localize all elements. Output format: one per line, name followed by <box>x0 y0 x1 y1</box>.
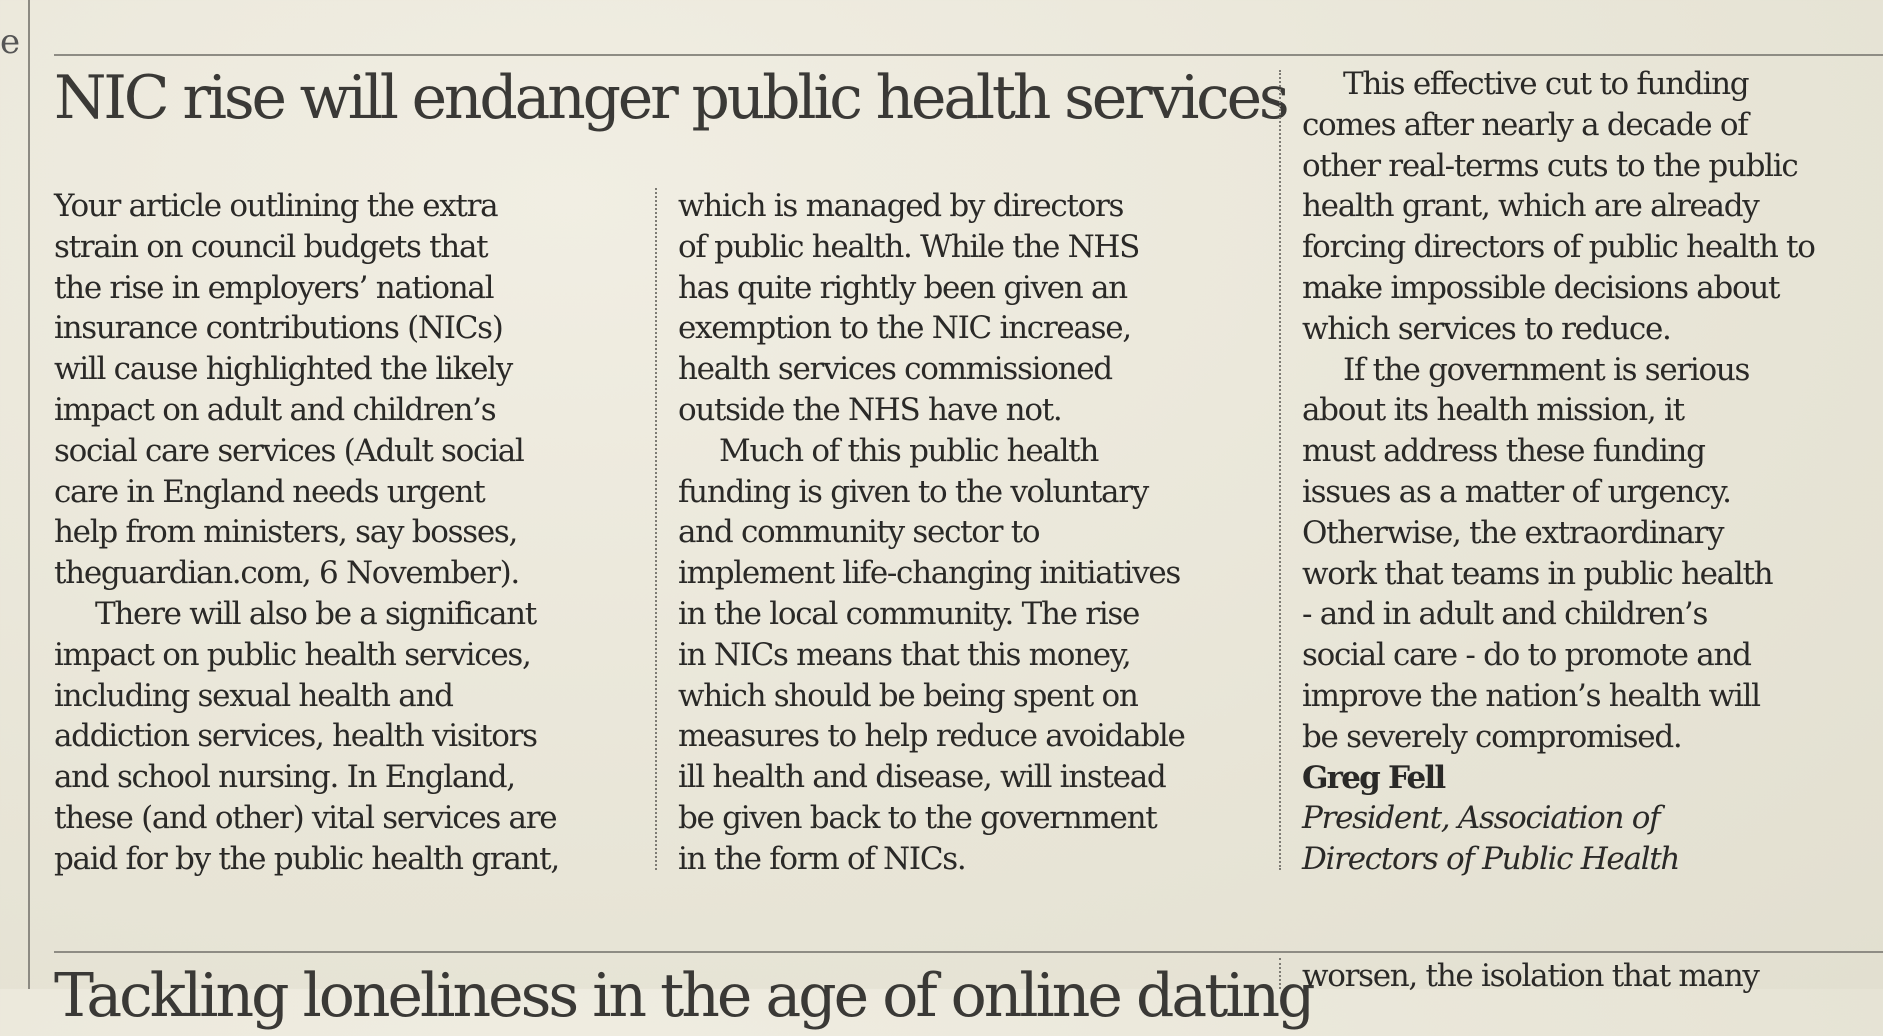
text-line: implement life-changing initiatives <box>678 555 1181 592</box>
text-line: ill health and disease, will instead <box>678 759 1166 796</box>
paragraph <box>678 186 1258 431</box>
article-column-2 <box>678 186 1258 880</box>
text-line: be given back to the government <box>678 799 1157 836</box>
text-line: and school nursing. In England, <box>54 759 515 796</box>
text-line: must address these funding <box>1302 433 1705 470</box>
article-column-3 <box>1302 64 1877 880</box>
text-line: including sexual health and <box>54 677 453 714</box>
paragraph <box>678 431 1258 880</box>
column-divider <box>655 188 657 870</box>
letter-signature <box>1302 758 1877 880</box>
text-line: will cause highlighted the likely <box>54 351 512 388</box>
page-left-rule <box>28 0 30 989</box>
text-line: work that teams in public health <box>1302 555 1773 592</box>
paragraph <box>1302 64 1877 350</box>
text-line: about its health mission, it <box>1302 392 1684 429</box>
text-line: improve the nation’s health will <box>1302 677 1760 714</box>
text-line: impact on adult and children’s <box>54 391 496 428</box>
text-line: insurance contributions (NICs) <box>54 310 503 347</box>
text-line: measures to help reduce avoidable <box>678 718 1185 755</box>
text-line: exemption to the NIC increase, <box>678 310 1131 347</box>
text-line: Your article outlining the extra <box>54 188 498 224</box>
text-line: theguardian.com, 6 November). <box>54 555 519 592</box>
text-line: in the form of NICs. <box>678 840 966 877</box>
next-article-text-line: worsen, the isolation that many <box>1302 958 1759 994</box>
text-line: which services to reduce. <box>1302 310 1671 347</box>
text-line: issues as a matter of urgency. <box>1302 473 1731 510</box>
text-line: which is managed by directors <box>678 188 1124 224</box>
column-divider <box>1279 70 1281 870</box>
paragraph <box>1302 350 1877 758</box>
text-line: social care - do to promote and <box>1302 637 1751 674</box>
text-line: paid for by the public health grant, <box>54 840 559 877</box>
text-line: in NICs means that this money, <box>678 636 1131 673</box>
paragraph <box>54 594 654 880</box>
text-line: impact on public health services, <box>54 636 531 673</box>
text-line: strain on council budgets that <box>54 228 488 265</box>
article-column-1 <box>54 186 654 880</box>
text-line: other real-terms cuts to the public <box>1302 147 1798 184</box>
text-line: and community sector to <box>678 514 1040 551</box>
text-line: in the local community. The rise <box>678 595 1139 632</box>
paragraph <box>54 186 654 594</box>
signature-name: Greg Fell <box>1302 759 1445 796</box>
text-line: Much of this public health <box>719 432 1099 469</box>
article-headline: NIC rise will endanger public health services <box>54 63 1287 133</box>
text-line: If the government is serious <box>1343 351 1750 388</box>
edge-cut-letter: e <box>0 22 21 62</box>
text-line: make impossible decisions about <box>1302 269 1780 306</box>
signature-title-line: Directors of Public Health <box>1302 841 1680 878</box>
article-top-rule <box>54 54 1883 56</box>
text-line: Otherwise, the extraordinary <box>1302 514 1724 551</box>
text-line: - and in adult and children’s <box>1302 596 1708 633</box>
text-line: be severely compromised. <box>1302 718 1682 755</box>
next-article-headline: Tackling loneliness in the age of online dating <box>54 961 1313 1031</box>
text-line: help from ministers, say bosses, <box>54 514 518 551</box>
text-line: comes after nearly a decade of <box>1302 106 1748 143</box>
text-line: addiction services, health visitors <box>54 718 537 755</box>
text-line: There will also be a significant <box>95 595 536 632</box>
text-line: these (and other) vital services are <box>54 799 557 836</box>
text-line: the rise in employers’ national <box>54 269 494 306</box>
text-line: has quite rightly been given an <box>678 269 1127 306</box>
column-divider <box>1279 958 1281 989</box>
text-line: health grant, which are already <box>1302 188 1759 225</box>
text-line: which should be being spent on <box>678 677 1138 714</box>
next-article-top-rule <box>54 951 1883 953</box>
text-line: funding is given to the voluntary <box>678 473 1148 510</box>
text-line: social care services (Adult social <box>54 432 524 469</box>
text-line: care in England needs urgent <box>54 473 485 510</box>
signature-title-line: President, Association of <box>1302 800 1660 837</box>
text-line: of public health. While the NHS <box>678 228 1140 265</box>
text-line: health services commissioned <box>678 351 1112 388</box>
text-line: This effective cut to funding <box>1343 66 1749 102</box>
text-line: forcing directors of public health to <box>1302 229 1815 266</box>
text-line: outside the NHS have not. <box>678 391 1062 428</box>
